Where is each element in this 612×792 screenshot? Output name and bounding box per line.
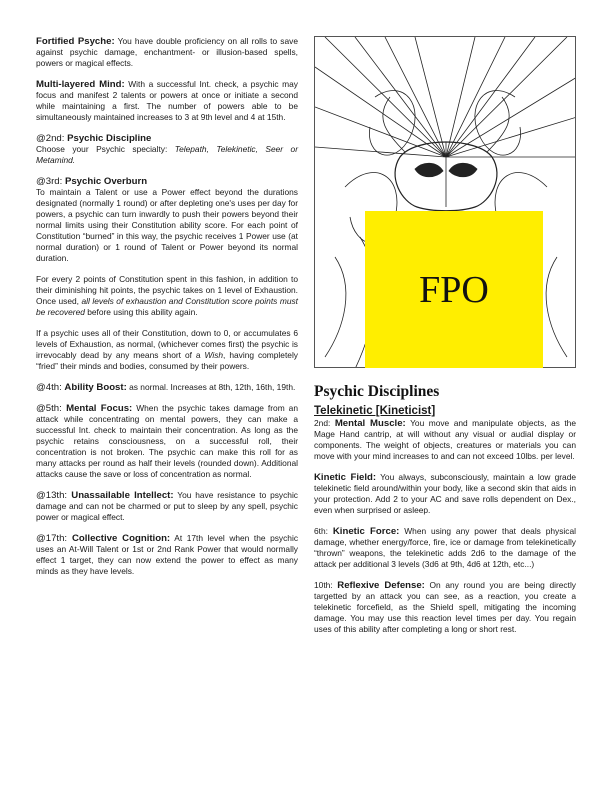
- feature-collective-cognition: @17th: Collective Cognition: At 17th level when the psychic uses an At-Will Talent or 1st or 2nd Rank Power that would normally effect 1 target, they can now extend the power to effect as many minds as they have levels.: [36, 532, 299, 577]
- section-title: Psychic Disciplines: [314, 383, 440, 400]
- feature-multi-layered-mind: Multi-layered Mind: With a successful Int. check, a psychic may focus and manifest 2 talents or powers at once or initiate a second while maintaining a first. The number of powers able to be simultaneously maintained increases to 3 at 9th level and 4 at 15th.: [36, 78, 298, 123]
- feature-psychic-overburn: @3rd: Psychic Overburn To maintain a Talent or use a Power effect beyond the durations designated (normally 1 round) or after depleting one's uses per day for powers, a psychic can turn inwardly to push their powers beyond their normal limits using their Constitution ability score. For each point of Constitution “burned” in this way, the psychic receives 1 Power use (at normal duration) or 1 round of Talent or Power beyond its normal duration.: [36, 175, 298, 264]
- feature-mental-muscle: 2nd: Mental Muscle: You move and manipulate objects, as the Mage Hand cantrip, at will without any visual or audial display or components. The weight of objects, creatures or materials you can move with your mind increases to and can not exceed 10lbs. per level.: [314, 418, 576, 462]
- overburn-death-paragraph: If a psychic uses all of their Constitution, down to 0, or accumulates 6 levels of Exhaustion, as normal, (whichever comes first) the psychic is irrevocably dead by any means short of a Wish, having completely “fried” their minds and bodies, consumed by their powers.: [36, 328, 298, 372]
- fpo-placeholder: [365, 211, 543, 368]
- fpo-label: FPO: [419, 268, 489, 311]
- feature-ability-boost: @4th: Ability Boost: as normal. Increases at 8th, 12th, 16th, 19th.: [36, 382, 296, 393]
- feature-mental-focus: @5th: Mental Focus: When the psychic takes damage from an attack while concentrating on mental powers, they can make a successful Int. check to maintain their concentration. As long as the psychic retains consciousness, on a successful roll, their concentration is not broken. The psychic can make this roll for as many attacks per round as half their levels (rounded down). Additional attacks cause the save or loss of concentration as normal.: [36, 402, 298, 480]
- feature-fortified-psyche: Fortified Psyche: You have double proficiency on all rolls to save against psychic damage, enchantment- or illusion-based spells, powers or magical effects.: [36, 36, 298, 69]
- feature-unassailable-intellect: @13th: Unassailable Intellect: You have resistance to psychic damage and can not be charmed or put to sleep by any spell, psychic power or magical effect.: [36, 489, 298, 523]
- right-column: [314, 406, 576, 645]
- left-column: [36, 36, 298, 587]
- feature-kinetic-force: 6th: Kinetic Force: When using any power that deals physical damage, whether energy/force, fire, ice or damage from telekinetically “thrown” weapons, the telekinetic adds 2d6 to the damage of the attack per additional 3 levels (3d6 at 9th, 4d6 at 12th, etc...): [314, 526, 577, 570]
- feature-psychic-discipline: @2nd: Psychic Discipline Choose your Psychic specialty: Telepath, Telekinetic, Seer or Metamind.: [36, 132, 298, 166]
- subsection-title: Telekinetic [Kineticist]: [314, 405, 436, 417]
- feature-reflexive-defense: 10th: Reflexive Defense: On any round you are being directly targetted by an attack you can see, as a reaction, you create a telekinetic forcefield, as the Shield spell, mitigating the incoming damage. You may use this reaction level times per day. You regain uses of this ability after completing a long or short rest.: [314, 580, 576, 635]
- feature-kinetic-field: Kinetic Field: You always, subconsciously, maintain a low grade telekinetic field around/within your body, like a second skin that aids in your protection. Add 2 to your AC and save rolls dependent on Dex., even when surprised or asleep.: [314, 472, 577, 516]
- overburn-exhaustion-paragraph: For every 2 points of Constitution spent in this fashion, in addition to their diminishing hit points, the psychic takes on 1 level of Exhaustion. Once used, all levels of exhaustion and Constitution score points must be recovered before using this ability again.: [36, 274, 298, 318]
